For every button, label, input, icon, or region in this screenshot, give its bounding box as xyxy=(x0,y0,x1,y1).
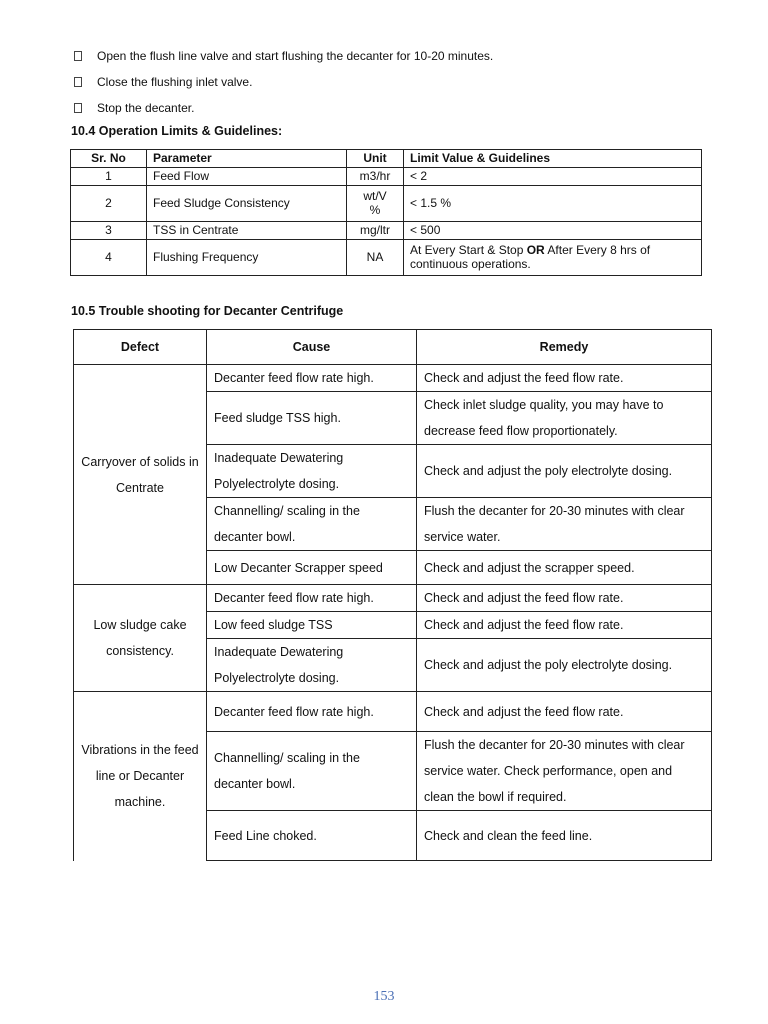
bullet-text: Open the flush line valve and start flushing the decanter for 10-20 minutes. xyxy=(97,49,494,63)
cell-defect: Low sludge cake consistency. xyxy=(74,585,207,692)
header-limit: Limit Value & Guidelines xyxy=(404,150,702,168)
cell-remedy: Check and adjust the feed flow rate. xyxy=(417,692,712,732)
operation-limits-table xyxy=(70,149,702,276)
cell-parameter: Feed Sludge Consistency xyxy=(147,186,347,222)
cell-remedy: Check and adjust the feed flow rate. xyxy=(417,585,712,612)
bullet-text: Close the flushing inlet valve. xyxy=(97,75,253,89)
bullet-box-icon xyxy=(74,103,82,113)
table-row xyxy=(71,240,702,276)
cell-remedy: Check inlet sludge quality, you may have to decrease feed flow proportionately. xyxy=(417,392,712,445)
table-row xyxy=(71,186,702,222)
cell-cause: Inadequate Dewatering Polyelectrolyte dosing. xyxy=(207,445,417,498)
bullet-text: Stop the decanter. xyxy=(97,101,195,115)
cell-cause: Channelling/ scaling in the decanter bowl. xyxy=(207,732,417,811)
cell-remedy: Check and adjust the feed flow rate. xyxy=(417,612,712,639)
cell-cause: Decanter feed flow rate high. xyxy=(207,365,417,392)
bullet-item xyxy=(74,43,714,69)
cell-cause: Feed Line choked. xyxy=(207,811,417,861)
limit-text-pre: At Every Start & Stop xyxy=(410,242,527,257)
cell-unit: wt/V % xyxy=(347,186,404,222)
cell-limit: < 2 xyxy=(404,168,702,186)
table-header-row xyxy=(74,330,712,365)
cell-cause: Channelling/ scaling in the decanter bowl. xyxy=(207,498,417,551)
cell-cause: Low Decanter Scrapper speed xyxy=(207,551,417,585)
cell-limit xyxy=(404,240,702,276)
table-row xyxy=(74,585,712,612)
cell-defect: Carryover of solids in Centrate xyxy=(74,365,207,585)
bullet-list xyxy=(74,43,714,121)
cell-cause: Decanter feed flow rate high. xyxy=(207,692,417,732)
cell-sr: 4 xyxy=(71,240,147,276)
cell-unit: m3/hr xyxy=(347,168,404,186)
cell-cause: Feed sludge TSS high. xyxy=(207,392,417,445)
cell-limit: < 1.5 % xyxy=(404,186,702,222)
cell-remedy: Flush the decanter for 20-30 minutes with clear service water. xyxy=(417,498,712,551)
section-heading-10-5: 10.5 Trouble shooting for Decanter Centrifuge xyxy=(71,304,344,318)
cell-remedy: Check and adjust the scrapper speed. xyxy=(417,551,712,585)
page-number: 153 xyxy=(373,989,395,1004)
cell-parameter: Flushing Frequency xyxy=(147,240,347,276)
cell-cause: Low feed sludge TSS xyxy=(207,612,417,639)
cell-cause: Inadequate Dewatering Polyelectrolyte dosing. xyxy=(207,639,417,692)
cell-sr: 2 xyxy=(71,186,147,222)
table-row xyxy=(71,222,702,240)
cell-unit: mg/ltr xyxy=(347,222,404,240)
cell-unit: NA xyxy=(347,240,404,276)
cell-parameter: Feed Flow xyxy=(147,168,347,186)
bullet-item xyxy=(74,95,714,121)
cell-sr: 3 xyxy=(71,222,147,240)
bullet-box-icon xyxy=(74,77,82,87)
table-row xyxy=(74,365,712,392)
bullet-box-icon xyxy=(74,51,82,61)
section-heading-10-4: 10.4 Operation Limits & Guidelines: xyxy=(71,124,283,138)
limit-text-bold: OR xyxy=(526,242,545,257)
header-parameter: Parameter xyxy=(147,150,347,168)
header-defect: Defect xyxy=(74,330,207,365)
cell-cause: Decanter feed flow rate high. xyxy=(207,585,417,612)
cell-sr: 1 xyxy=(71,168,147,186)
header-sr-no: Sr. No xyxy=(71,150,147,168)
limit-text-post: After Every 8 hrs of continuous operations. xyxy=(410,242,651,271)
table-header-row xyxy=(71,150,702,168)
cell-remedy: Flush the decanter for 20-30 minutes with clear service water. Check performance, open and clean the bowl if required. xyxy=(417,732,712,811)
header-unit: Unit xyxy=(347,150,404,168)
cell-remedy: Check and clean the feed line. xyxy=(417,811,712,861)
troubleshooting-table xyxy=(73,329,712,861)
bullet-item xyxy=(74,69,714,95)
cell-limit: < 500 xyxy=(404,222,702,240)
header-cause: Cause xyxy=(207,330,417,365)
table-row xyxy=(74,692,712,732)
cell-parameter: TSS in Centrate xyxy=(147,222,347,240)
cell-defect: Vibrations in the feed line or Decanter machine. xyxy=(74,692,207,861)
header-remedy: Remedy xyxy=(417,330,712,365)
cell-remedy: Check and adjust the feed flow rate. xyxy=(417,365,712,392)
cell-remedy: Check and adjust the poly electrolyte dosing. xyxy=(417,639,712,692)
cell-remedy: Check and adjust the poly electrolyte dosing. xyxy=(417,445,712,498)
table-row xyxy=(71,168,702,186)
